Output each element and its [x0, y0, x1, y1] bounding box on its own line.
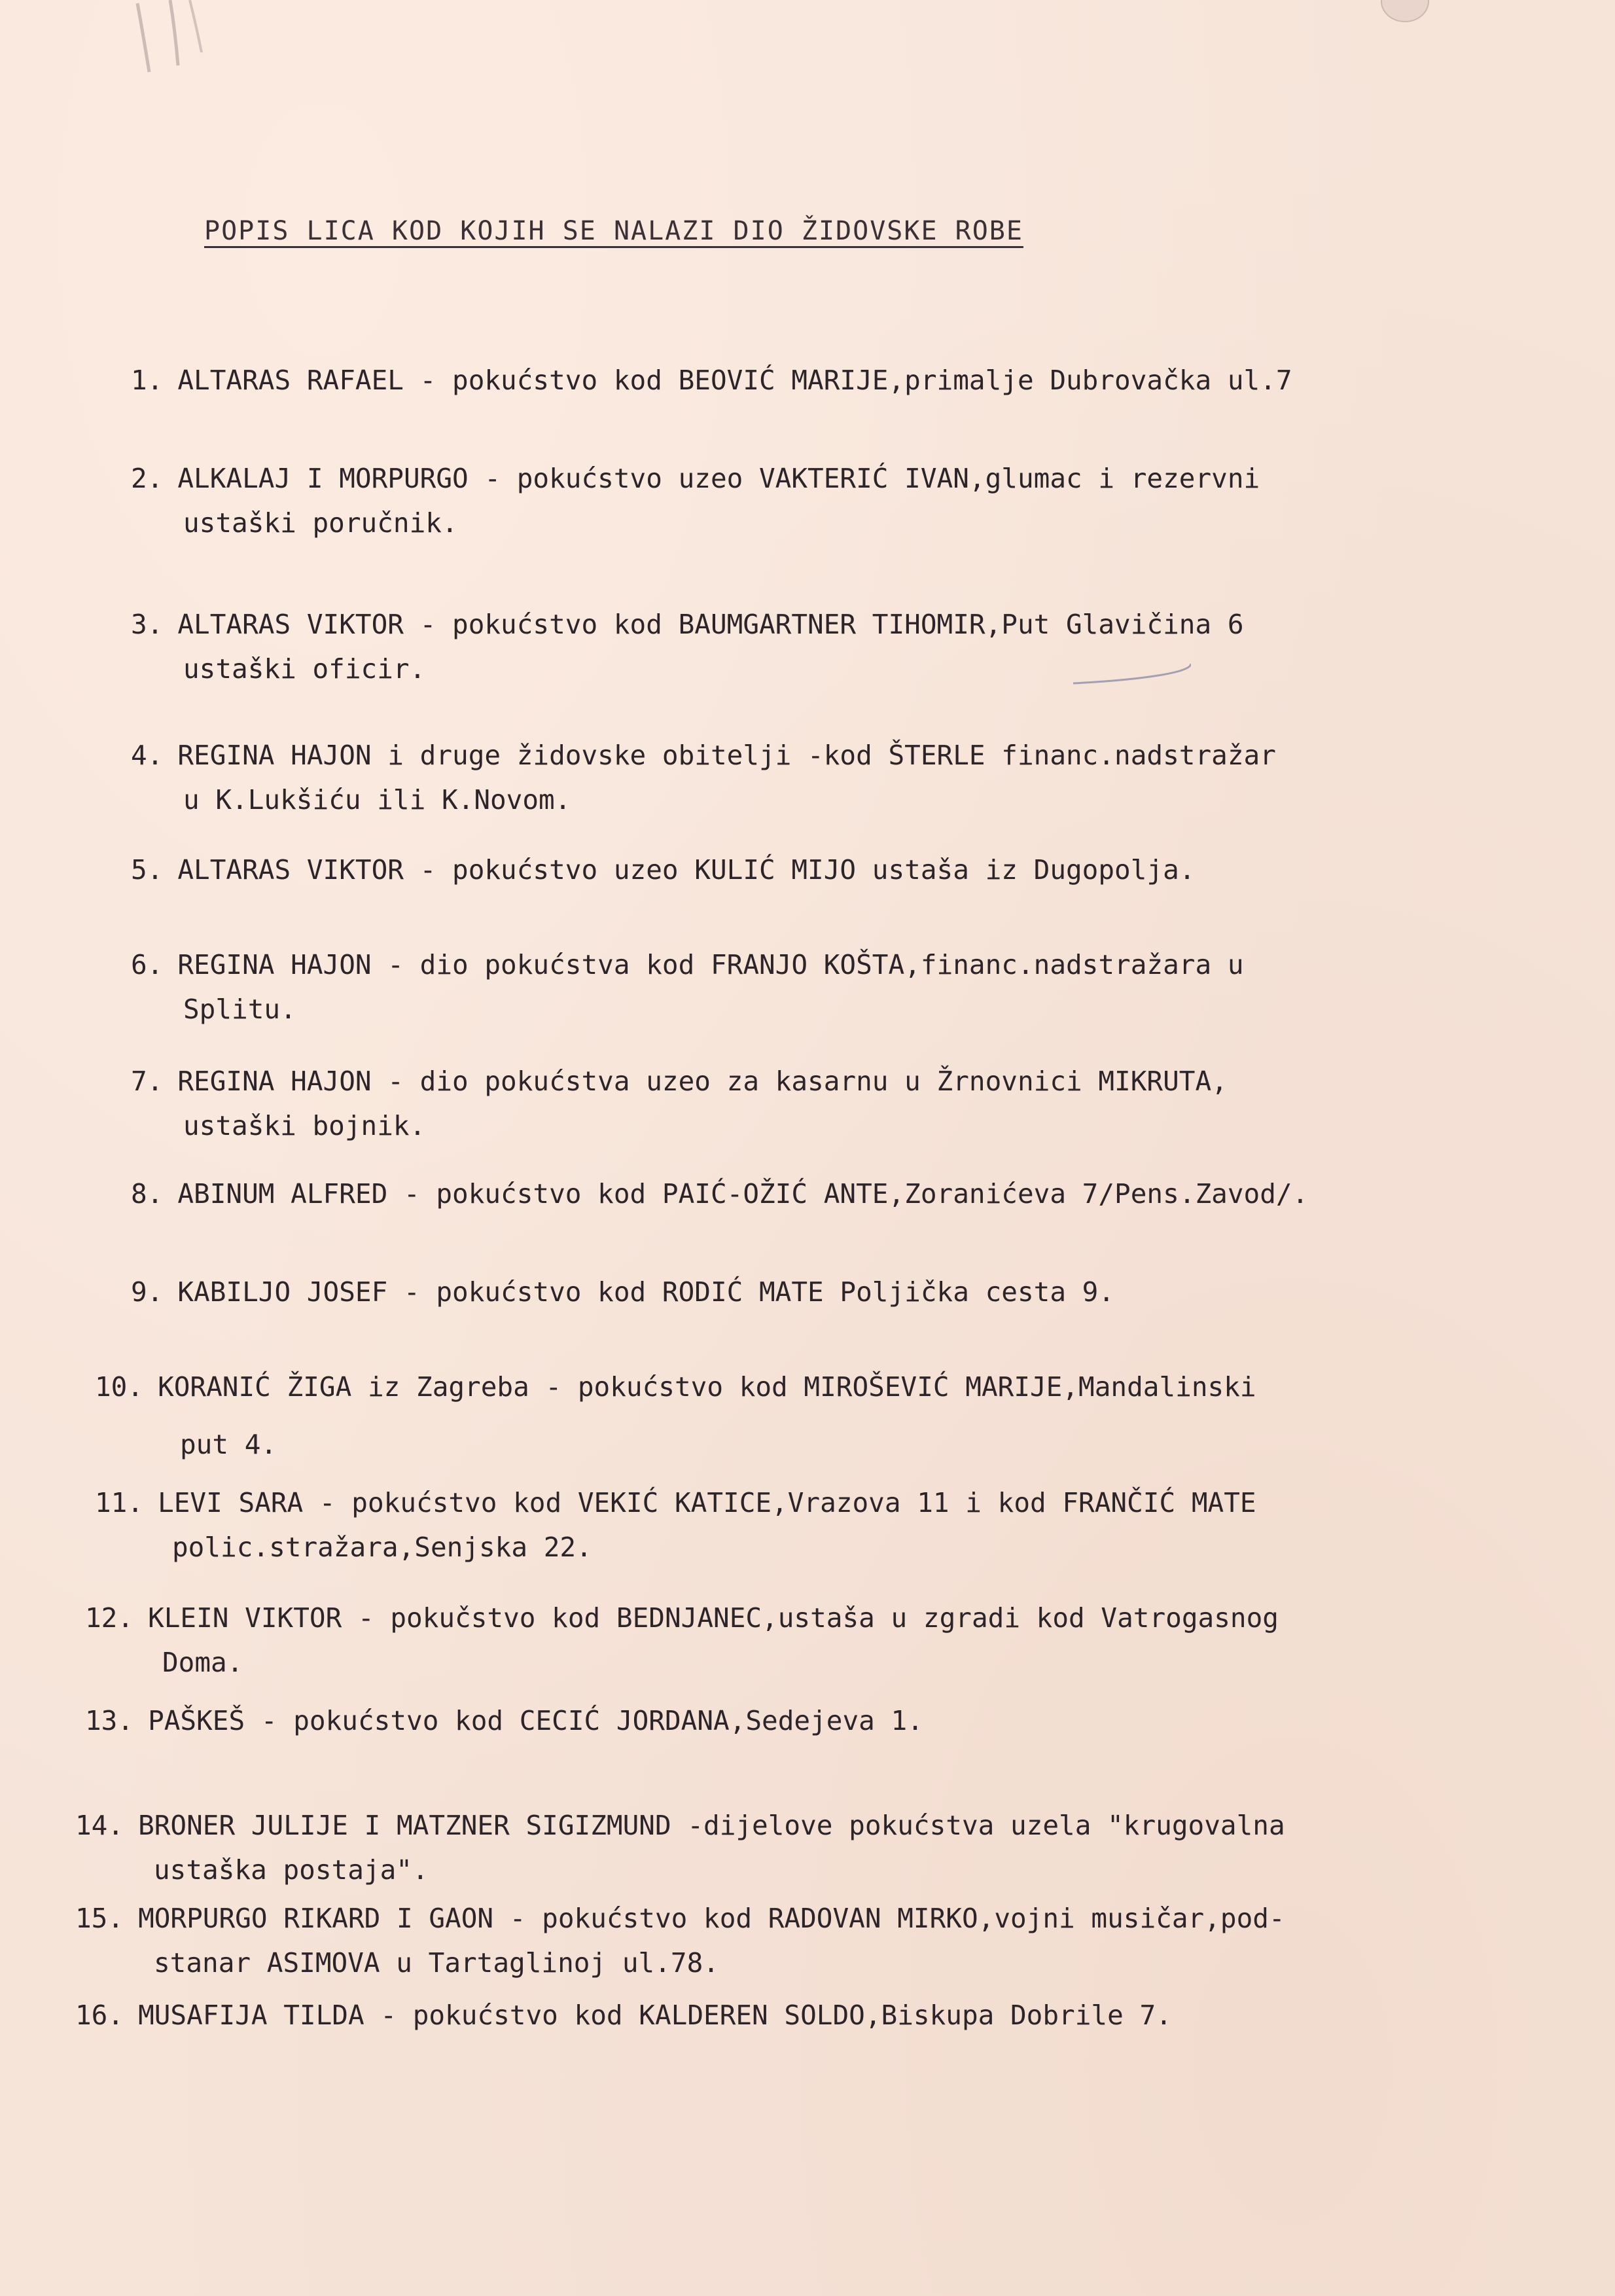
item-number: 15.: [75, 1903, 124, 1934]
item-line-continued: ustaški bojnik.: [183, 1110, 426, 1141]
item-number: 11.: [95, 1487, 144, 1518]
punch-hole: [1381, 0, 1429, 22]
item-number: 2.: [131, 463, 164, 494]
item-line: KABILJO JOSEF - pokućstvo kod RODIĆ MATE Poljička cesta 9.: [177, 1276, 1115, 1308]
item-line-continued: stanar ASIMOVA u Tartaglinoj ul.78.: [154, 1947, 719, 1979]
list-item-11: [95, 1480, 1256, 1570]
item-number: 4.: [131, 740, 164, 771]
item-line-continued: ustaška postaja".: [154, 1854, 429, 1886]
list-item-10: [95, 1365, 1256, 1467]
item-line-continued: polic.stražara,Senjska 22.: [172, 1532, 592, 1563]
item-number: 12.: [85, 1602, 134, 1634]
item-number: 8.: [131, 1178, 164, 1210]
list-item-4: [131, 733, 1276, 822]
item-line: ABINUM ALFRED - pokućstvo kod PAIĆ-OŽIĆ ANTE,Zoranićeva 7/Pens.Zavod/.: [177, 1178, 1309, 1210]
list-item-13: [85, 1698, 923, 1743]
item-line-continued: u K.Lukšiću ili K.Novom.: [183, 784, 571, 816]
item-number: 5.: [131, 854, 164, 886]
item-number: 9.: [131, 1276, 164, 1308]
list-item-9: [131, 1270, 1114, 1314]
item-number: 1.: [131, 365, 164, 396]
list-item-15: [75, 1896, 1285, 1985]
item-line: KLEIN VIKTOR - pokučstvo kod BEDNJANEC,ustaša u zgradi kod Vatrogasnog: [148, 1602, 1279, 1634]
item-line: MORPURGO RIKARD I GAON - pokućstvo kod RADOVAN MIRKO,vojni musičar,pod-: [138, 1903, 1285, 1934]
item-line: ALKALAJ I MORPURGO - pokućstvo uzeo VAKTERIĆ IVAN,glumac i rezervni: [177, 463, 1260, 494]
item-line: REGINA HAJON - dio pokućstva uzeo za kasarnu u Žrnovnici MIKRUTA,: [177, 1066, 1228, 1097]
item-number: 7.: [131, 1066, 164, 1097]
list-item-7: [131, 1059, 1228, 1148]
item-line-continued: ustaški poručnik.: [183, 507, 458, 539]
item-line-continued: ustaški oficir.: [183, 653, 426, 685]
list-item-6: [131, 942, 1244, 1031]
list-item-16: [75, 1993, 1172, 2037]
item-line-continued: Splitu.: [183, 994, 296, 1025]
list-item-8: [131, 1172, 1308, 1216]
item-number: 10.: [95, 1371, 144, 1403]
item-number: 6.: [131, 949, 164, 980]
list-item-2: [131, 456, 1260, 545]
item-line: ALTARAS VIKTOR - pokućstvo kod BAUMGARTNER TIHOMIR,Put Glavičina 6: [177, 609, 1244, 640]
item-number: 13.: [85, 1705, 134, 1736]
pencil-scribble-mark: [124, 0, 216, 79]
list-item-1: [131, 358, 1292, 403]
list-item-14: [75, 1803, 1285, 1892]
item-line: REGINA HAJON - dio pokućstva kod FRANJO KOŠTA,financ.nadstražara u: [177, 949, 1244, 980]
item-line: PAŠKEŠ - pokućstvo kod CECIĆ JORDANA,Sedejeva 1.: [148, 1705, 923, 1736]
item-line: KORANIĆ ŽIGA iz Zagreba - pokućstvo kod MIROŠEVIĆ MARIJE,Mandalinski: [158, 1371, 1256, 1403]
list-item-5: [131, 848, 1195, 892]
list-item-3: [131, 602, 1244, 691]
list-item-12: [85, 1596, 1279, 1685]
item-line: MUSAFIJA TILDA - pokućstvo kod KALDEREN SOLDO,Biskupa Dobrile 7.: [138, 2000, 1172, 2031]
item-line: LEVI SARA - pokućstvo kod VEKIĆ KATICE,Vrazova 11 i kod FRANČIĆ MATE: [158, 1487, 1256, 1518]
item-number: 3.: [131, 609, 164, 640]
document-title: POPIS LICA KOD KOJIH SE NALAZI DIO ŽIDOVSKE ROBE: [204, 216, 1023, 246]
item-line: BRONER JULIJE I MATZNER SIGIZMUND -dijelove pokućstva uzela "krugovalna: [138, 1810, 1285, 1841]
item-number: 16.: [75, 2000, 124, 2031]
item-line-continued: put 4.: [180, 1429, 277, 1460]
item-line: ALTARAS VIKTOR - pokućstvo uzeo KULIĆ MIJO ustaša iz Dugopolja.: [177, 854, 1196, 886]
item-number: 14.: [75, 1810, 124, 1841]
item-line: ALTARAS RAFAEL - pokućstvo kod BEOVIĆ MARIJE,primalje Dubrovačka ul.7: [177, 365, 1292, 396]
item-line-continued: Doma.: [162, 1647, 243, 1678]
item-line: REGINA HAJON i druge židovske obitelji -kod ŠTERLE financ.nadstražar: [177, 740, 1276, 771]
